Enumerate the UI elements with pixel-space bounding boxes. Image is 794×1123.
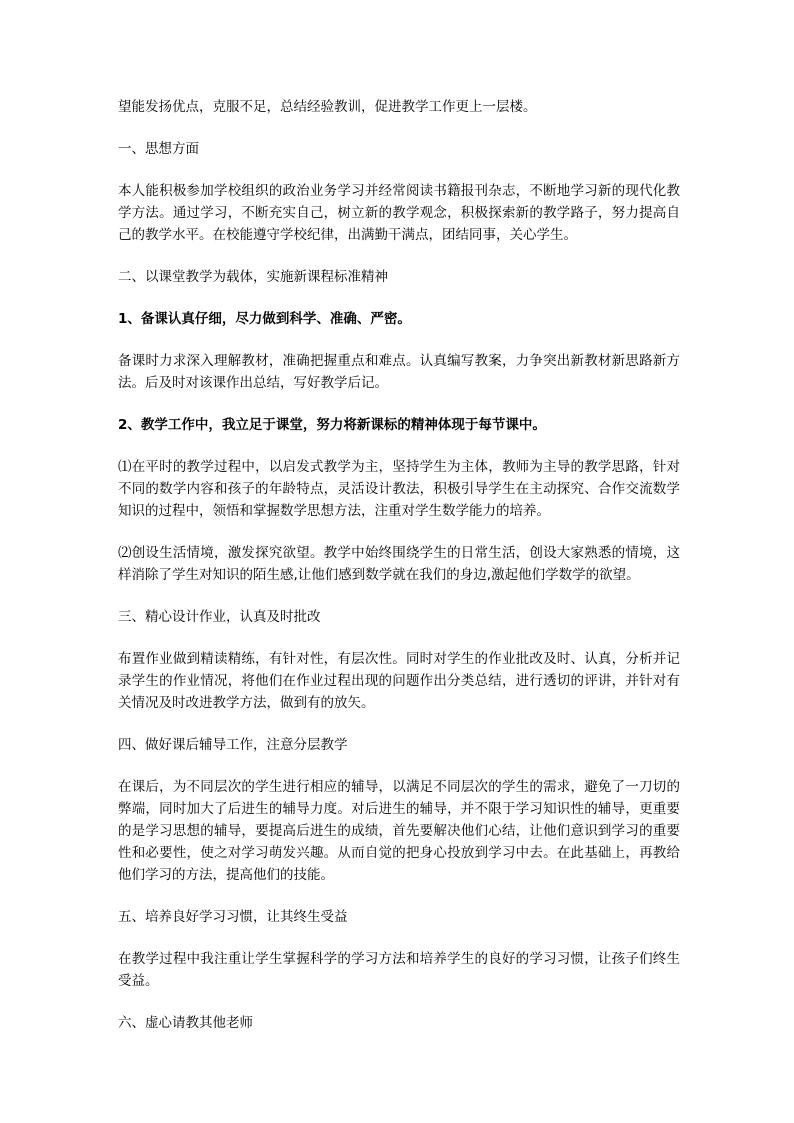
body-paragraph: 在课后，为不同层次的学生进行相应的辅导，以满足不同层次的学生的需求，避免了一刀切的弊端，同时加大了后进生的辅导力度。对后进生的辅导，并不限于学习知识性的辅导，更重要的是学习思想的辅导，要提高后进生的成绩，首先要解决他们心结，让他们意识到学习的重要性和必要性，使之对学习萌发兴趣。从而自觉的把身心投放到学习中去。在此基础上，再教给他们学习的方法，提高他们的技能。 [118,779,680,883]
document-page [118,96,680,1034]
intro-paragraph: 望能发扬优点，克服不足，总结经验教训，促进教学工作更上一层楼。 [118,99,537,115]
section-heading-consult: 六、虚心请教其他老师 [118,1015,253,1031]
subheading-teaching-work: 2、教学工作中，我立足于课堂，努力将新课标的精神体现于每节课中。 [118,417,546,433]
body-paragraph: 备课时力求深入理解教材，准确把握重点和难点。认真编写教案，力争突出新教材新思路新方法。后及时对该课作出总结，写好教学后记。 [118,353,680,391]
body-paragraph: ⑴在平时的教学过程中，以启发式教学为主，坚持学生为主体，教师为主导的教学思路，针对不同的数学内容和孩子的年龄特点，灵活设计教法，积极引导学生在主动探究、合作交流数学知识的过程中，领悟和掌握数学思想方法，注重对学生数学能力的培养。 [118,459,680,519]
body-paragraph: 在教学过程中我注重让学生掌握科学的学习方法和培养学生的良好的学习习惯，让孩子们终生受益。 [118,951,680,989]
body-paragraph: 本人能积极参加学校组织的政治业务学习并经常阅读书籍报刊杂志，不断地学习新的现代化教学方法。通过学习，不断充实自己，树立新的教学观念，积极探索新的教学路子，努力提高自己的教学水平。在校能遵守学校纪律，出满勤干满点，团结同事，关心学生。 [118,183,680,243]
section-heading-habits: 五、培养良好学习习惯，让其终生受益 [118,909,348,925]
section-heading-homework: 三、精心设计作业，认真及时批改 [118,609,321,625]
subheading-lesson-prep: 1、备课认真仔细，尽力做到科学、准确、严密。 [118,311,411,327]
section-heading-thought: 一、思想方面 [118,141,199,157]
section-heading-tutoring: 四、做好课后辅导工作，注意分层教学 [118,737,348,753]
section-heading-classroom: 二、以课堂教学为载体，实施新课程标准精神 [118,269,388,285]
body-paragraph: 布置作业做到精读精练，有针对性，有层次性。同时对学生的作业批改及时、认真，分析并记录学生的作业情况，将他们在作业过程出现的问题作出分类总结，进行透切的评讲，并针对有关情况及时改进教学方法，做到有的放矢。 [118,651,680,711]
body-paragraph: ⑵创设生活情境，激发探究欲望。教学中始终围绕学生的日常生活，创设大家熟悉的情境，这样消除了学生对知识的陌生感,让他们感到数学就在我们的身边,激起他们学数学的欲望。 [118,545,680,583]
